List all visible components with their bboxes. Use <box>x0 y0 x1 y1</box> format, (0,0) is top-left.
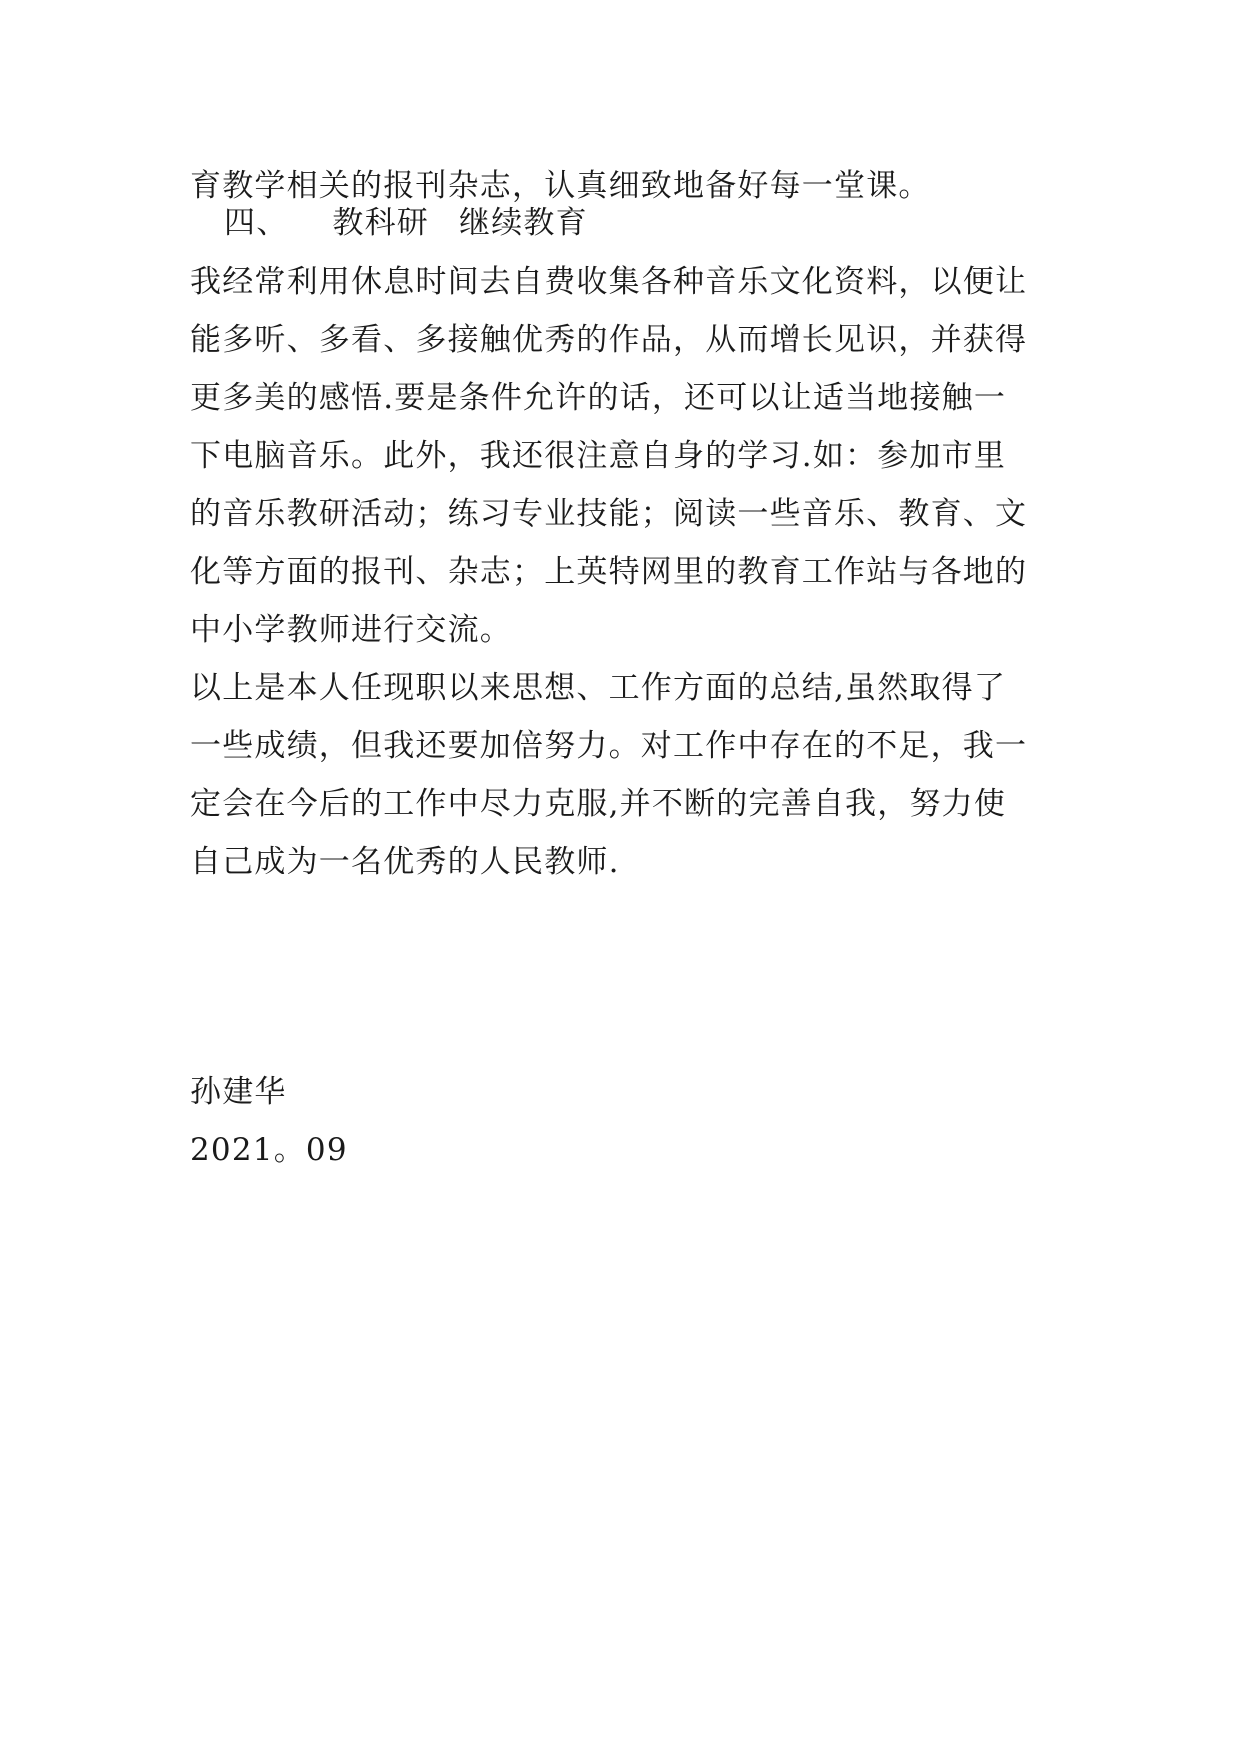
paragraph-line: 自己成为一名优秀的人民教师. <box>190 844 620 880</box>
paragraph-line: 我经常利用休息时间去自费收集各种音乐文化资料，以便让 <box>190 264 1028 300</box>
paragraph-line: 化等方面的报刊、杂志；上英特网里的教育工作站与各地的 <box>190 554 1028 590</box>
paragraph-line: 定会在今后的工作中尽力克服,并不断的完善自我，努力使 <box>190 786 1007 822</box>
section-number: 四、 <box>224 205 289 241</box>
paragraph-line: 以上是本人任现职以来思想、工作方面的总结,虽然取得了 <box>190 670 1007 706</box>
paragraph-line: 下电脑音乐。此外，我还很注意自身的学习.如：参加市里 <box>190 438 1007 474</box>
section-title-part-2: 继续教育 <box>459 205 588 241</box>
paragraph-line: 更多美的感悟.要是条件允许的话，还可以让适当地接触一 <box>190 380 1007 416</box>
signature-name: 孙建华 <box>190 1074 287 1110</box>
paragraph-line: 一些成绩，但我还要加倍努力。对工作中存在的不足，我一 <box>190 728 1028 764</box>
section-title-part-1: 教科研 <box>332 205 430 241</box>
paragraph-line: 的音乐教研活动；练习专业技能；阅读一些音乐、教育、文 <box>190 496 1028 532</box>
paragraph-line: 能多听、多看、多接触优秀的作品，从而增长见识，并获得 <box>190 322 1028 358</box>
paragraph-line: 中小学教师进行交流。 <box>190 612 512 648</box>
paragraph-line: 育教学相关的报刊杂志，认真细致地备好每一堂课。 <box>190 168 931 204</box>
section-heading <box>224 203 588 243</box>
signature-date: 2021。09 <box>190 1132 348 1168</box>
